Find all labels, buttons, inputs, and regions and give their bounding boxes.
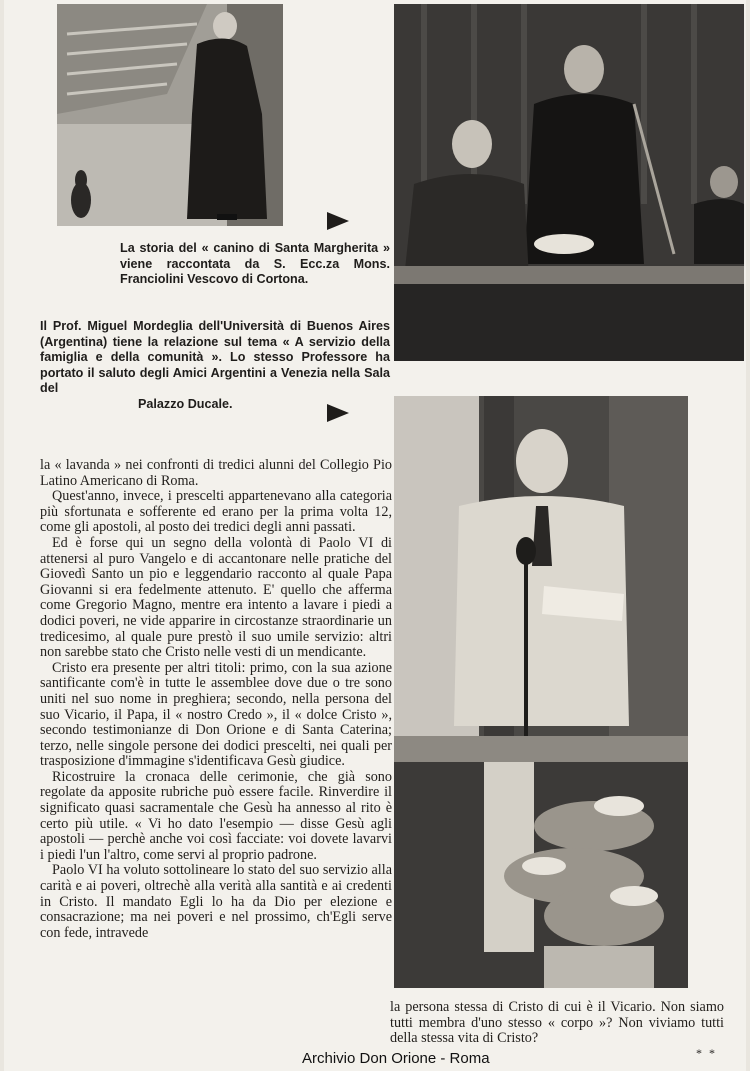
photo-priest-with-dog <box>57 4 283 226</box>
pointer-arrow-icon <box>327 404 349 422</box>
caption-professor-main: Il Prof. Miguel Mordeglia dell'Università di Buenos Aires (Argentina) tiene la relazione sul tema « A servizio della famiglia e della comunità ». Lo stesso Professore ha portato il saluto degli Amici Argentini a Venezia nella Sala del <box>40 319 390 395</box>
article-paragraph: Cristo era presente per altri titoli: primo, con la sua azione santificante com'è in tutte le assemblee dove due o tre sono uniti nel suo nome in preghiera; secondo, nella persona del suo Vicario, il Papa, il « nostro Credo », il « dolce Cristo », secondo testimonianze di Don Orione e di Santa Caterina; terzo, nelle singole persone dei dodici prescelti, nei quali per trasposizione d'immagine s'identificava Gesù giudice. <box>40 659 392 770</box>
article-paragraph: Ricostruire la cronaca delle cerimonie, che già sono regolate da apposite rubriche può essere facile. Rinverdire il significato quasi sacramentale che Gesù ha annesso al rito è certo più utile. « Vi ho dato l'esempio — disse Gesù agli apostoli — perchè anche voi così facciate: voi dovete lavarvi i piedi l'un l'altro, come servi al proprio padrone. <box>40 768 392 863</box>
end-mark: * * <box>696 1046 717 1060</box>
article-paragraph: Quest'anno, invece, i prescelti appartenevano alla categoria più sfortunata e sofferente ed erano per la prima volta 12, come gli apostoli, al posto dei tredici degli anni passati. <box>40 488 392 536</box>
article-paragraph: Paolo VI ha voluto sottolineare lo stato del suo servizio alla carità e ai poveri, oltrechè alla verità alla santità e ai credenti in Cristo. Il mandato Egli lo ha da Dio per elezione e consacrazione; ma nei poveri e nel prossimo, ch'Egli serve con fede, intravede <box>40 862 392 941</box>
article-paragraph: Ed è forse qui un segno della volontà di Paolo VI di attenersi al puro Vangelo e di accantonare nelle pratiche del Giovedì Santo un pio e leggendario racconto al quale Papa Giovanni si era fedelmente attenuto. E' quello che afferma come Gregorio Magno, mentre era intento a lavare i piedi a dodici poveri, ne vide apparire in circostanze straordinarie un tredicesimo, al quale pure prestò il suo umile servizio: altri non sarebbe stato che Cristo nelle vesti di un mendicante. <box>40 534 392 661</box>
caption-professor-last: Palazzo Ducale. <box>138 396 233 411</box>
photo-conference-table <box>394 4 744 361</box>
caption-professor <box>40 319 390 412</box>
magazine-page <box>4 0 746 1071</box>
article-paragraph: la « lavanda » nei confronti di tredici alunni del Collegio Pio Latino Americano di Roma. <box>40 457 392 489</box>
archive-watermark: Archivio Don Orione - Roma <box>302 1050 490 1067</box>
article-body <box>40 458 392 941</box>
article-continuation: la persona stessa di Cristo di cui è il Vicario. Non siamo tutti membra d'uno stesso « corpo »? Non viviamo tutti della stessa vita di Cristo? <box>390 999 724 1047</box>
caption-bishop: La storia del « canino di Santa Margherita » viene raccontata da S. Ecc.za Mons. Franciolini Vescovo di Cortona. <box>120 241 390 286</box>
pointer-arrow-icon <box>327 212 349 230</box>
photo-professor-speaking <box>394 396 688 988</box>
